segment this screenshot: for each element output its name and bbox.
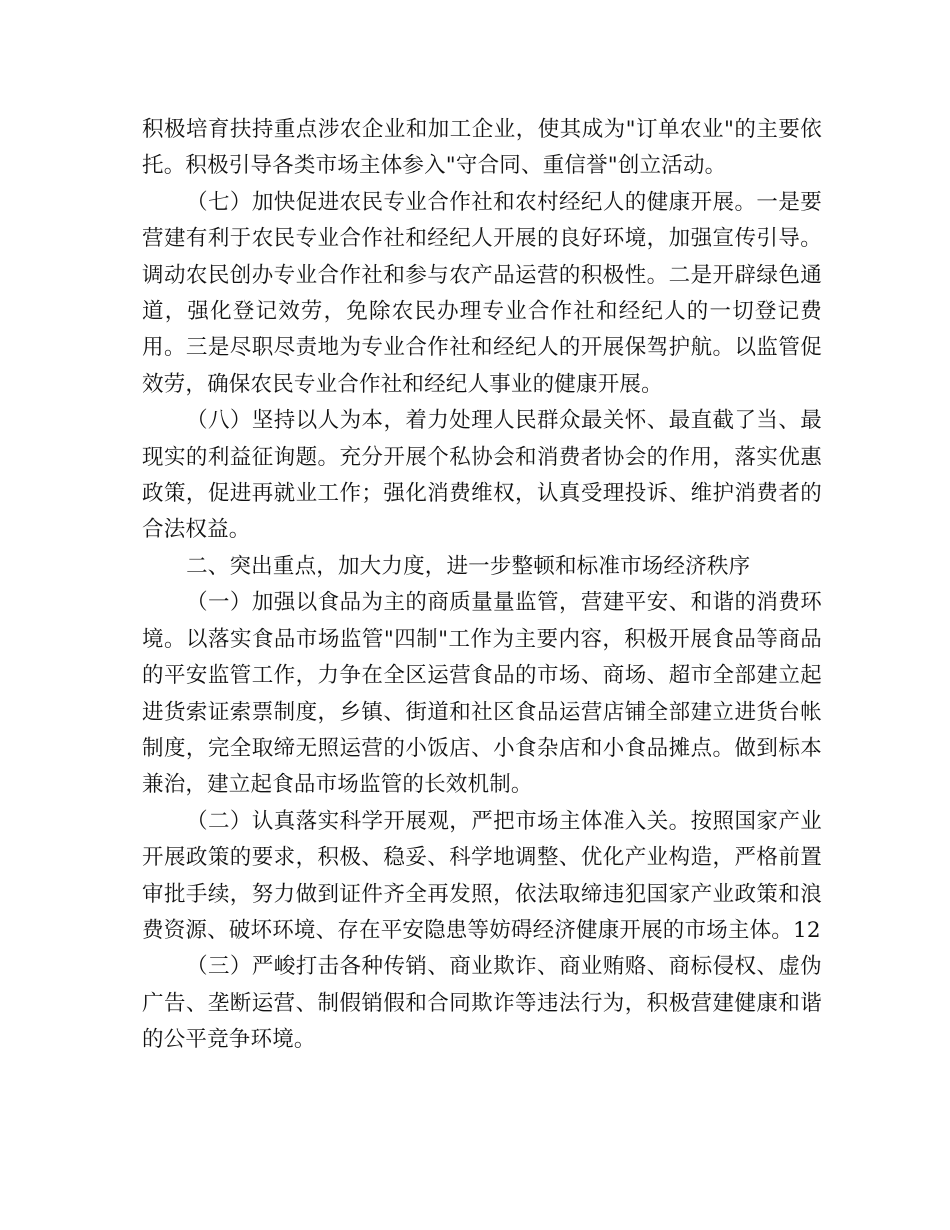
- paragraph-subsection-2: （二）认真落实科学开展观，严把市场主体准入关。按照国家产业开展政策的要求，积极、稳妥、科学地调整、优化产业构造，严格前置审批手续，努力做到证件齐全再发照，依法取缔违犯国家产业政策和浪费资源、破坏环境、存在平安隐患等妨碍经济健康开展的市场主体。12: [142, 808, 822, 943]
- paragraph-section-7: （七）加快促进农民专业合作社和农村经纪人的健康开展。一是要营建有利于农民专业合作社和经纪人开展的良好环境，加强宣传引导。调动农民创办专业合作社和参与农产品运营的积极性。二是开辟绿色通道，强化登记效劳，免除农民办理专业合作社和经纪人的一切登记费用。三是尽职尽责地为专业合作社和经纪人的开展保驾护航。以监管促效劳，确保农民专业合作社和经纪人事业的健康开展。: [142, 189, 822, 397]
- section-heading-2: 二、突出重点，加大力度，进一步整顿和标准市场经济秩序: [186, 553, 751, 579]
- paragraph-subsection-1: （一）加强以食品为主的商质量量监管，营建平安、和谐的消费环境。以落实食品市场监管"四制"工作为主要内容，积极开展食品等商品的平安监管工作，力争在全区运营食品的市场、商场、超市全部建立起进货索证索票制度，乡镇、街道和社区食品运营店铺全部建立进货台帐制度，完全取缔无照运营的小饭店、小食杂店和小食品摊点。做到标本兼治，建立起食品市场监管的长效机制。: [142, 590, 822, 798]
- paragraph-section-8: （八）坚持以人为本，着力处理人民群众最关怀、最直截了当、最现实的利益征询题。充分开展个私协会和消费者协会的作用，落实优惠政策，促进再就业工作；强化消费维权，认真受理投诉、维护消费者的合法权益。: [142, 408, 822, 543]
- paragraph-subsection-3: （三）严峻打击各种传销、商业欺诈、商业贿赂、商标侵权、虚伪广告、垄断运营、制假销假和合同欺诈等违法行为，积极营建健康和谐的公平竞争环境。: [142, 954, 822, 1053]
- document-body: [142, 112, 822, 1059]
- paragraph-continuation: 积极培育扶持重点涉农企业和加工企业，使其成为"订单农业"的主要依托。积极引导各类市场主体参入"守合同、重信誉"创立活动。: [142, 117, 822, 179]
